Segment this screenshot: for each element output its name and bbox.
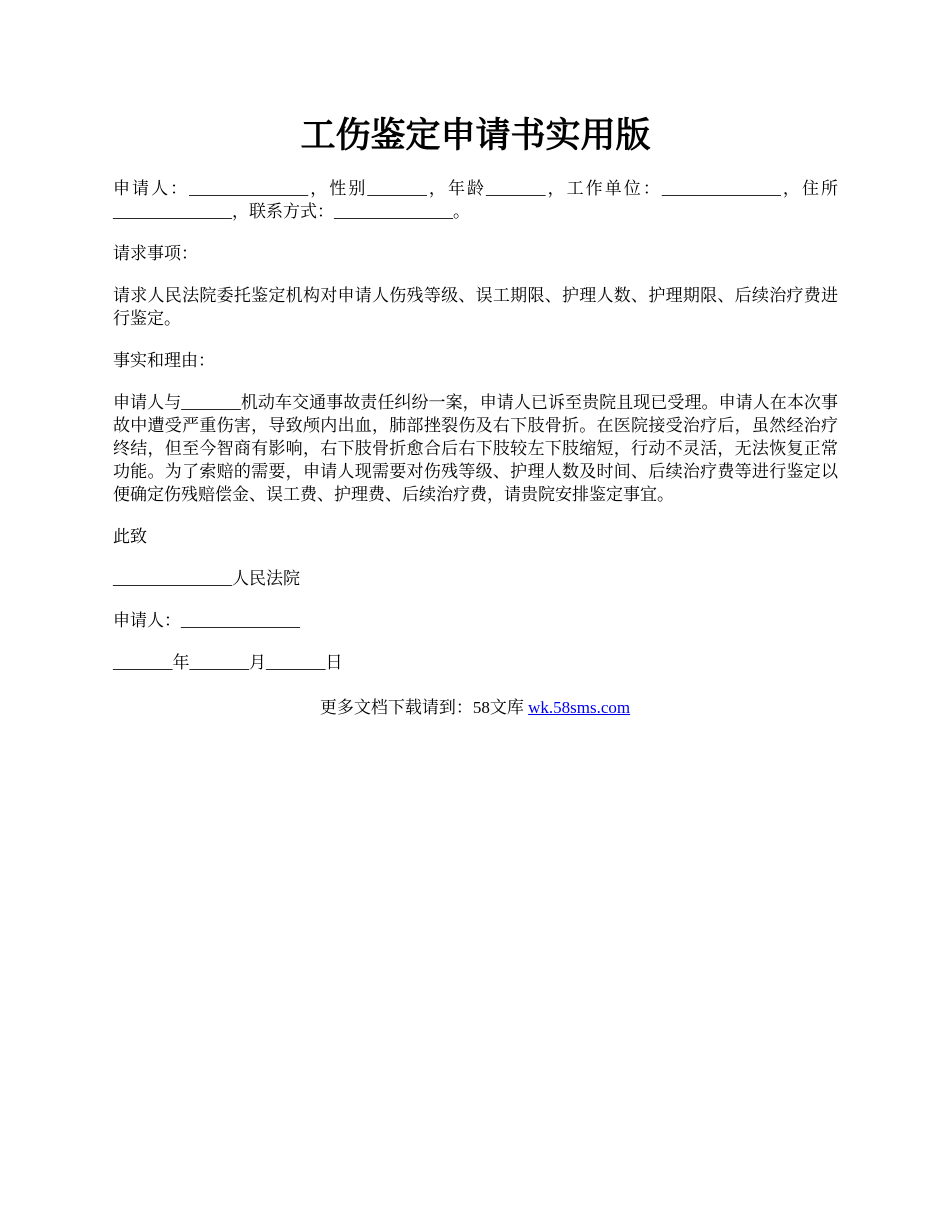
- applicant-signature-line: 申请人：______________: [113, 611, 300, 630]
- date-line: _______年_______月_______日: [113, 653, 343, 672]
- document-title: 工伤鉴定申请书实用版: [300, 116, 651, 155]
- closing-salutation: 此致: [113, 527, 147, 546]
- applicant-info-paragraph: 申请人：______________，性别_______，年龄_______，工作单位：______________，住所______________，联系方式：______________。: [113, 179, 838, 221]
- facts-heading: 事实和理由：: [113, 351, 215, 370]
- request-paragraph: 请求人民法院委托鉴定机构对申请人伤残等级、误工期限、护理人数、护理期限、后续治疗费进行鉴定。: [113, 286, 838, 328]
- document-body: [113, 112, 838, 693]
- request-heading: 请求事项：: [113, 244, 198, 263]
- footer-prefix-text: 更多文档下载请到：58文库: [319, 698, 529, 717]
- footer-download-link[interactable]: wk.58sms.com: [528, 698, 631, 717]
- facts-paragraph: 申请人与_______机动车交通事故责任纠纷一案，申请人已诉至贵院且现已受理。申请人在本次事故中遭受严重伤害，导致颅内出血，肺部挫裂伤及右下肢骨折。在医院接受治疗后，虽然经治疗终结，但至今智商有影响，右下肢骨折愈合后右下肢较左下肢缩短，行动不灵活，无法恢复正常功能。为了索赔的需要，申请人现需要对伤残等级、护理人数及时间、后续治疗费等进行鉴定以便确定伤残赔偿金、误工费、护理费、后续治疗费，请贵院安排鉴定事宜。: [113, 393, 838, 504]
- download-footer: [0, 696, 950, 719]
- court-addressee-line: ______________人民法院: [113, 569, 300, 588]
